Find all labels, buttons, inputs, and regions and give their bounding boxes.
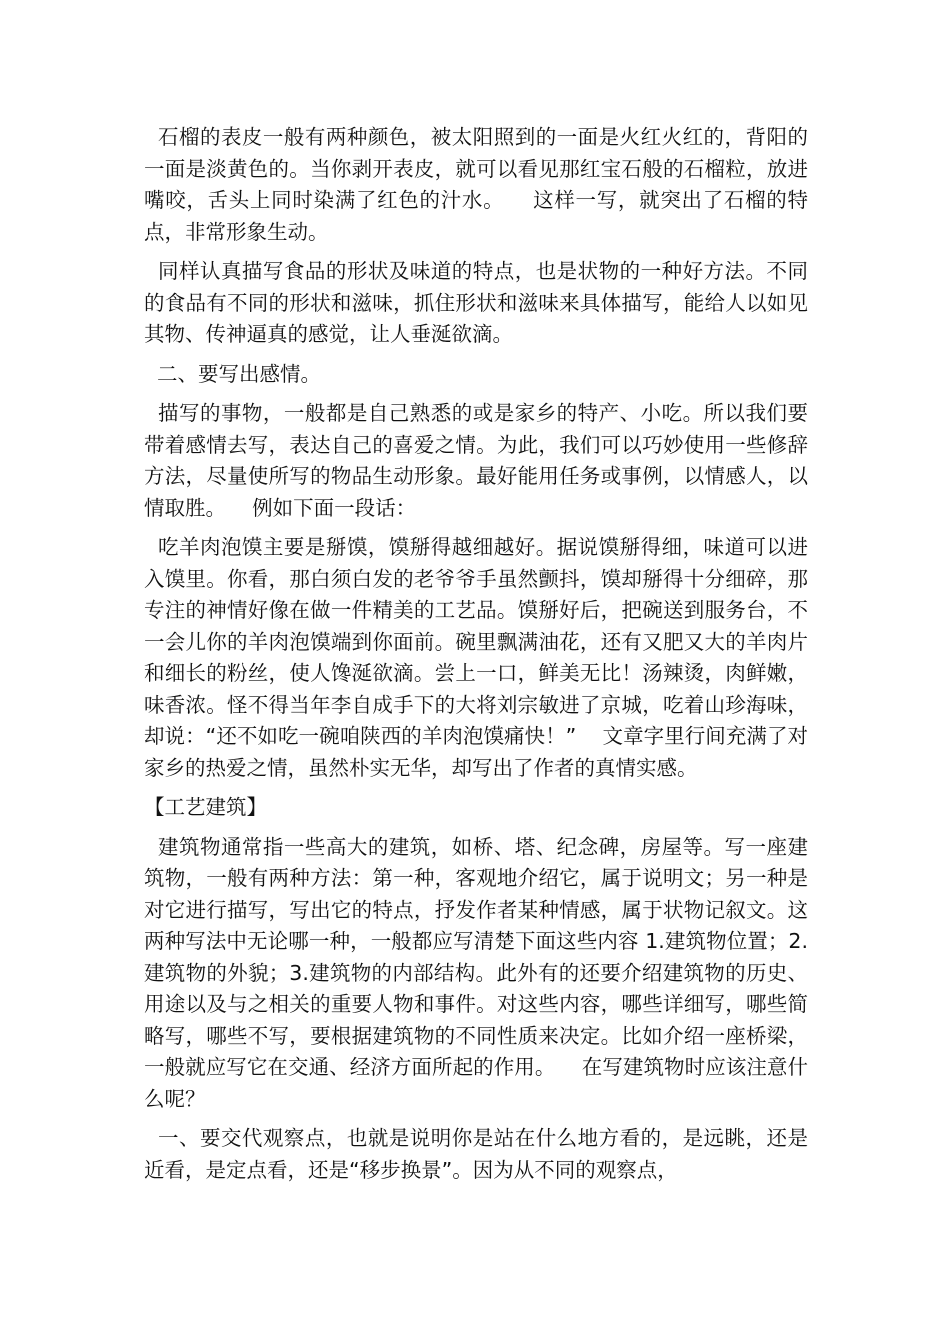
paragraph-emotion-explanation: 描写的事物，一般都是自己熟悉的或是家乡的特产、小吃。所以我们要带着感情去写，表达自己的喜爱之情。为此，我们可以巧妙使用一些修辞方法，尽量使所写的物品生动形象。最好能用任务或事例，以情感人，以情取胜。 例如下面一段话： — [144, 401, 808, 520]
paragraph-pomegranate-description: 石榴的表皮一般有两种颜色，被太阳照到的一面是火红火红的，背阳的一面是淡黄色的。当你剥开表皮，就可以看见那红宝石般的石榴粒，放进嘴咬，舌头上同时染满了红色的汁水。 这样一写，就突出了石榴的特点，非常形象生动。 — [144, 125, 808, 244]
paragraph-observation-point: 一、要交代观察点，也就是说明你是站在什么地方看的，是远眺，还是近看，是定点看，还是“移步换景”。因为从不同的观察点， — [144, 1126, 808, 1182]
paragraph-mutton-paomo-example: 吃羊肉泡馍主要是掰馍，馍掰得越细越好。据说馍掰得细，味道可以进入馍里。你看，那白须白发的老爷爷手虽然颤抖，馍却掰得十分细碎，那专注的神情好像在做一件精美的工艺品。馍掰好后，把碗送到服务台，不一会儿你的羊肉泡馍端到你面前。碗里飘满油花，还有又肥又大的羊肉片和细长的粉丝，使人馋涎欲滴。尝上一口，鲜美无比！汤辣烫，肉鲜嫩，味香浓。怪不得当年李自成手下的大将刘宗敏进了京城，吃着山珍海味，却说：“还不如吃一碗咱陕西的羊肉泡馍痛快！” 文章字里行间充满了对家乡的热爱之情，虽然朴实无华，却写出了作者的真情实感。 — [144, 535, 808, 780]
document-page — [144, 122, 808, 1194]
paragraph-architecture-intro: 建筑物通常指一些高大的建筑，如桥、塔、纪念碑，房屋等。写一座建筑物，一般有两种方法：第一种，客观地介绍它，属于说明文；另一种是对它进行描写，写出它的特点，抒发作者某种情感，属于状物记叙文。这两种写法中无论哪一种，一般都应写清楚下面这些内容 1.建筑物位置；2.建筑物的外貌；3.建筑物的内部结构。此外有的还要介绍建筑物的历史、用途以及与之相关的重要人物和事件。对这些内容，哪些详细写，哪些简略写，哪些不写，要根据建筑物的不同性质来决定。比如介绍一座桥梁，一般就应写它在交通、经济方面所起的作用。 在写建筑物时应该注意什么呢？ — [144, 834, 808, 1111]
paragraph-food-description: 同样认真描写食品的形状及味道的特点，也是状物的一种好方法。不同的食品有不同的形状和滋味，抓住形状和滋味来具体描写，能给人以如见其物、传神逼真的感觉，让人垂涎欲滴。 — [144, 259, 808, 346]
section-heading-architecture: 【工艺建筑】 — [144, 795, 267, 819]
section-heading-emotion: 二、要写出感情。 — [144, 361, 322, 386]
